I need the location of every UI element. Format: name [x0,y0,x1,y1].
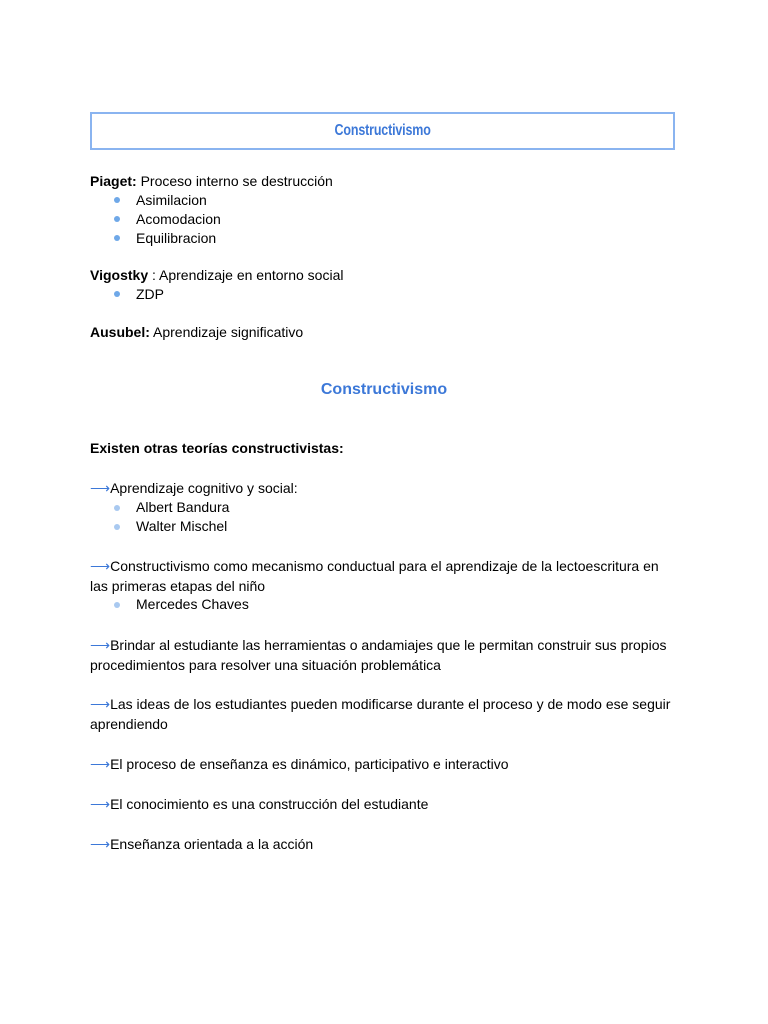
title-box [90,112,675,150]
theory-item [90,834,680,854]
arrow-right-icon: ⟶ [90,480,111,496]
ausubel-line [90,323,303,342]
arrow-right-icon: ⟶ [90,756,111,772]
piaget-line [90,172,333,191]
arrow-right-icon: ⟶ [90,836,111,852]
others-heading [90,439,344,458]
theory-text: Constructivismo como mecanismo conductual para el aprendizaje de la lectoescritura en las primeras etapas del niño [90,558,659,594]
arrow-right-icon: ⟶ [90,696,111,712]
bullet-dot [114,197,120,203]
theory-item [90,694,680,734]
theory-text: Enseñanza orientada a la acción [110,836,314,852]
theory-item [90,635,680,675]
bullet-dot [114,505,120,511]
piaget-label: Piaget: [90,173,137,189]
piaget-item: Asimilacion [136,192,207,208]
theory-item [90,754,680,774]
ausubel-label: Ausubel: [90,324,150,340]
vigostky-label: Vigostky [90,267,149,283]
arrow-right-icon: ⟶ [90,796,111,812]
arrow-right-icon: ⟶ [90,558,111,574]
bullet-dot [114,524,120,530]
theory-subitem: Mercedes Chaves [136,596,249,612]
vigostky-item: ZDP [136,286,164,302]
box-title: Constructivismo [334,122,431,139]
arrow-right-icon: ⟶ [90,637,111,653]
bullet-dot [114,602,120,608]
theory-text: El conocimiento es una construcción del estudiante [110,796,429,812]
theory-item [90,556,680,596]
piaget-item: Equilibracion [136,230,217,246]
theory-text: Aprendizaje cognitivo y social: [110,480,298,496]
theory-subitem: Albert Bandura [136,499,230,515]
theory-item [90,478,680,498]
theory-subitem: Walter Mischel [136,518,228,534]
others-heading-text: Existen otras teorías constructivistas: [90,440,344,456]
vigostky-line [90,266,343,285]
bullet-dot [114,235,120,241]
ausubel-text: Aprendizaje significativo [149,324,304,340]
bullet-dot [114,291,120,297]
piaget-item: Acomodacion [136,211,221,227]
theory-text: Las ideas de los estudiantes pueden modificarse durante el proceso y de modo ese seguir aprendiendo [90,696,671,732]
piaget-text: Proceso interno se destrucción [136,173,333,189]
section-heading: Constructivismo [320,381,448,398]
theory-item [90,794,680,814]
theory-text: El proceso de enseñanza es dinámico, participativo e interactivo [110,756,509,772]
theory-text: Brindar al estudiante las herramientas o andamiajes que le permitan construir sus propios procedimientos para resolver una situación problemática [90,637,667,673]
vigostky-text: : Aprendizaje en entorno social [148,267,344,283]
bullet-dot [114,216,120,222]
